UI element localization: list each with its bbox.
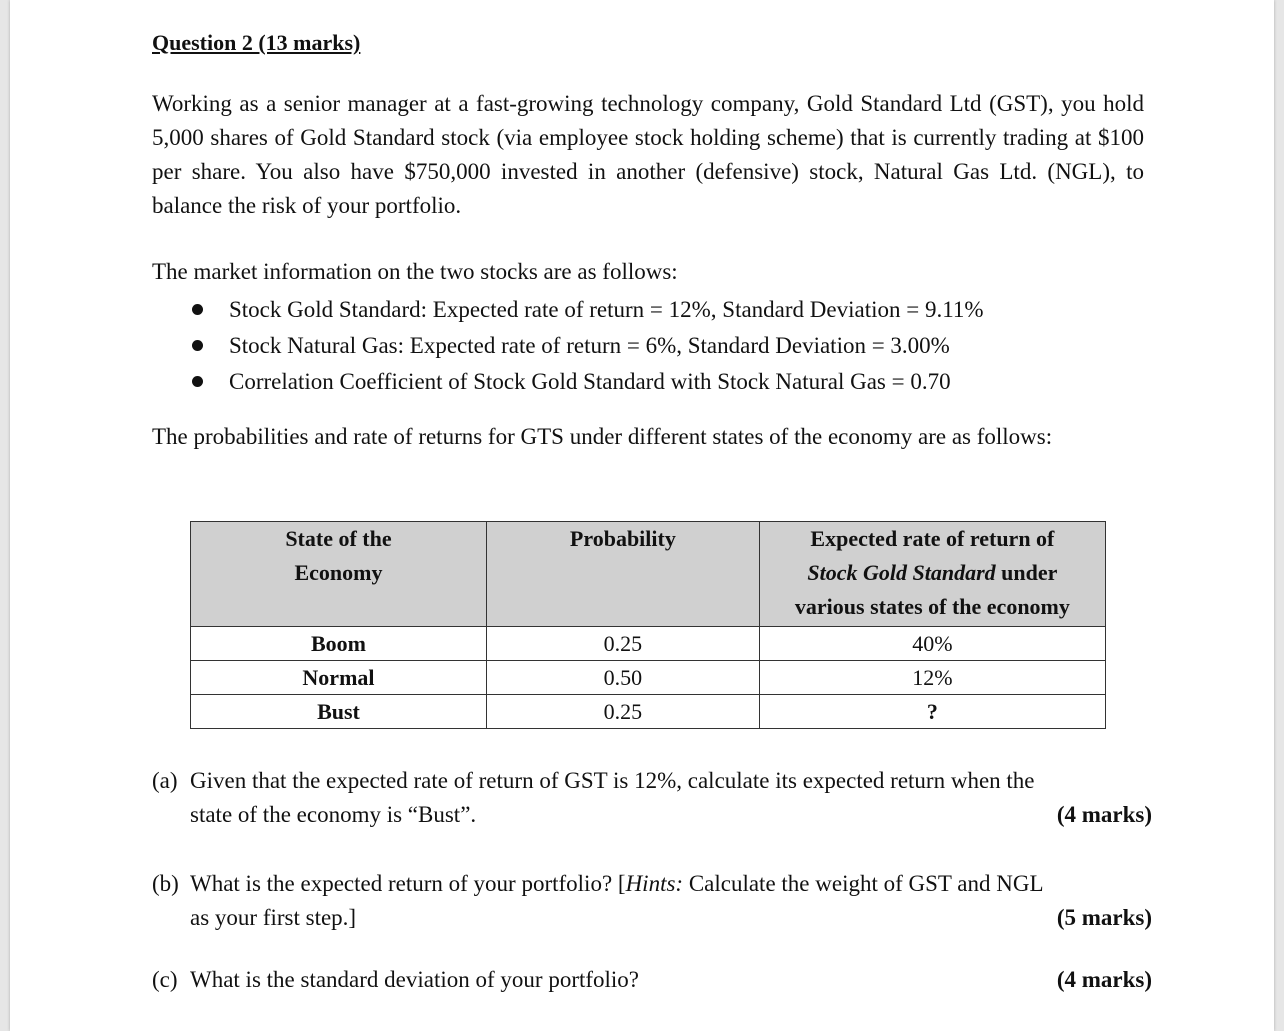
cell-return: 12%: [759, 661, 1105, 695]
question-title: Question 2 (13 marks): [152, 30, 361, 55]
market-info-list: [152, 292, 1144, 400]
part-a-line2: state of the economy is “Bust”.: [190, 802, 477, 827]
market-info-intro: The market information on the two stocks are as follows:: [152, 259, 678, 284]
cell-return: 40%: [759, 627, 1105, 661]
bullet-text: Stock Gold Standard: Expected rate of return = 12%, Standard Deviation = 9.11%: [229, 297, 984, 322]
bullet-icon: [192, 340, 203, 351]
part-c-text: What is the standard deviation of your portfolio?: [190, 967, 640, 992]
part-b-label: (b): [152, 871, 179, 896]
part-b-line1: What is the expected return of your portfolio? [Hints: Calculate the weight of GST and NGL: [190, 871, 1044, 896]
list-item: [152, 292, 1144, 328]
cell-state: Bust: [191, 695, 487, 729]
table-row: [191, 627, 1106, 661]
cell-probability: 0.50: [486, 661, 759, 695]
table-header-row: [191, 522, 1106, 627]
list-item: [152, 364, 1144, 400]
probabilities-intro: The probabilities and rate of returns for GTS under different states of the economy are as follows:: [152, 424, 1053, 449]
cell-state: Normal: [191, 661, 487, 695]
cell-probability: 0.25: [486, 695, 759, 729]
part-a-line1: Given that the expected rate of return of GST is 12%, calculate its expected return when the: [190, 768, 1035, 793]
cell-return: ?: [759, 695, 1105, 729]
cell-state: Boom: [191, 627, 487, 661]
cell-probability: 0.25: [486, 627, 759, 661]
part-c-label: (c): [152, 967, 178, 992]
part-b-line2: as your first step.]: [190, 905, 357, 930]
bullet-icon: [192, 304, 203, 315]
bullet-text: Stock Natural Gas: Expected rate of return = 6%, Standard Deviation = 3.00%: [229, 333, 950, 358]
bullet-text: Correlation Coefficient of Stock Gold Standard with Stock Natural Gas = 0.70: [229, 369, 951, 394]
part-b-marks: (5 marks): [1056, 905, 1152, 930]
bullet-icon: [192, 376, 203, 387]
header-probability: Probability: [486, 522, 759, 627]
header-expected-return: Expected rate of return of Stock Gold Standard under various states of the economy: [759, 522, 1105, 627]
part-a-marks: (4 marks): [1056, 802, 1152, 827]
table-row: [191, 695, 1106, 729]
intro-paragraph: Working as a senior manager at a fast-growing technology company, Gold Standard Ltd (GST), you hold 5,000 shares of Gold Standard stock (via employee stock holding scheme) that is currently trading at $100 per share. You also have $750,000 invested in another (defensive) stock, Natural Gas Ltd. (NGL), to balance the risk of your portfolio.: [152, 91, 1144, 218]
table-row: [191, 661, 1106, 695]
list-item: [152, 328, 1144, 364]
header-state: State of the Economy: [191, 522, 487, 627]
document-page: [10, 0, 1274, 1031]
economy-returns-table: [190, 521, 1106, 729]
part-c-marks: (4 marks): [1056, 967, 1152, 992]
part-a-label: (a): [152, 768, 178, 793]
